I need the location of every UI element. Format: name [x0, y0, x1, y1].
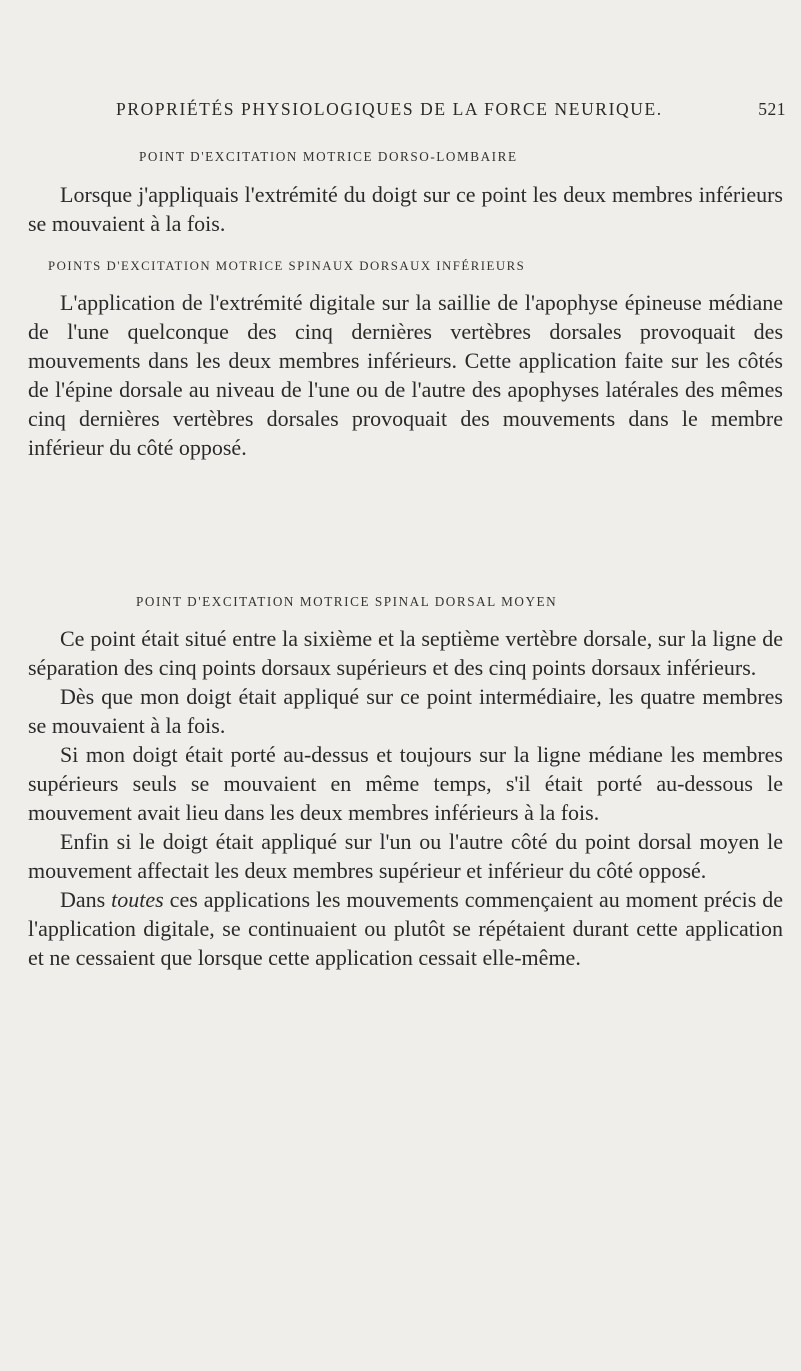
paragraph: Si mon doigt était porté au-dessus et toujours sur la ligne médiane les membres supérieurs seuls se mouvaient en même temps, s'il était porté au-dessous le mouvement avait lieu dans les deux membres inférieurs à la fois.	[28, 742, 783, 825]
running-head	[116, 99, 800, 120]
page-number: 521	[758, 99, 786, 119]
paragraph: Ce point était situé entre la sixième et la septième vertèbre dorsale, sur la ligne de séparation des cinq points dorsaux supérieurs et des cinq points dorsaux inférieurs.	[28, 626, 783, 680]
paragraph-last	[28, 885, 783, 972]
section-body-dorso-lombaire	[28, 180, 783, 238]
paragraph: Dès que mon doigt était appliqué sur ce point intermédiaire, les quatre membres se mouvaient à la fois.	[28, 684, 783, 738]
italic-word: toutes	[111, 887, 164, 912]
text-run: ces applications les mouvements commençaient au moment précis de l'application digitale, se continuaient ou plutôt se répétaient durant cette application et ne cessaient que lorsque cette application cessait elle-même.	[28, 887, 783, 970]
section-body-dorsaux-inferieurs	[28, 288, 783, 462]
section-heading-dorso-lombaire: POINT D'EXCITATION MOTRICE DORSO-LOMBAIRE	[139, 149, 518, 164]
paragraph: Lorsque j'appliquais l'extrémité du doigt sur ce point les deux membres inférieurs se mouvaient à la fois.	[28, 182, 783, 236]
running-head-title: PROPRIÉTÉS PHYSIOLOGIQUES DE LA FORCE NEURIQUE.	[116, 99, 663, 119]
paragraph: L'application de l'extrémité digitale sur la saillie de l'apophyse épineuse médiane de l'une quelconque des cinq dernières vertèbres dorsales provoquait des mouvements dans les deux membres inférieurs. Cette application faite sur les côtés de l'épine dorsale au niveau de l'une ou de l'autre des apophyses latérales des mêmes cinq dernières vertèbres dorsales provoquait des mouvements dans le membre inférieur du côté opposé.	[28, 290, 783, 460]
paragraph: Enfin si le doigt était appliqué sur l'un ou l'autre côté du point dorsal moyen le mouvement affectait les deux membres supérieur et inférieur du côté opposé.	[28, 829, 783, 883]
section-heading-dorsaux-inferieurs: POINTS D'EXCITATION MOTRICE SPINAUX DORSAUX INFÉRIEURS	[48, 259, 526, 273]
section-body-dorsal-moyen	[28, 624, 783, 972]
section-heading-dorsal-moyen: POINT D'EXCITATION MOTRICE SPINAL DORSAL MOYEN	[136, 594, 558, 609]
text-run: Dans	[60, 887, 112, 912]
